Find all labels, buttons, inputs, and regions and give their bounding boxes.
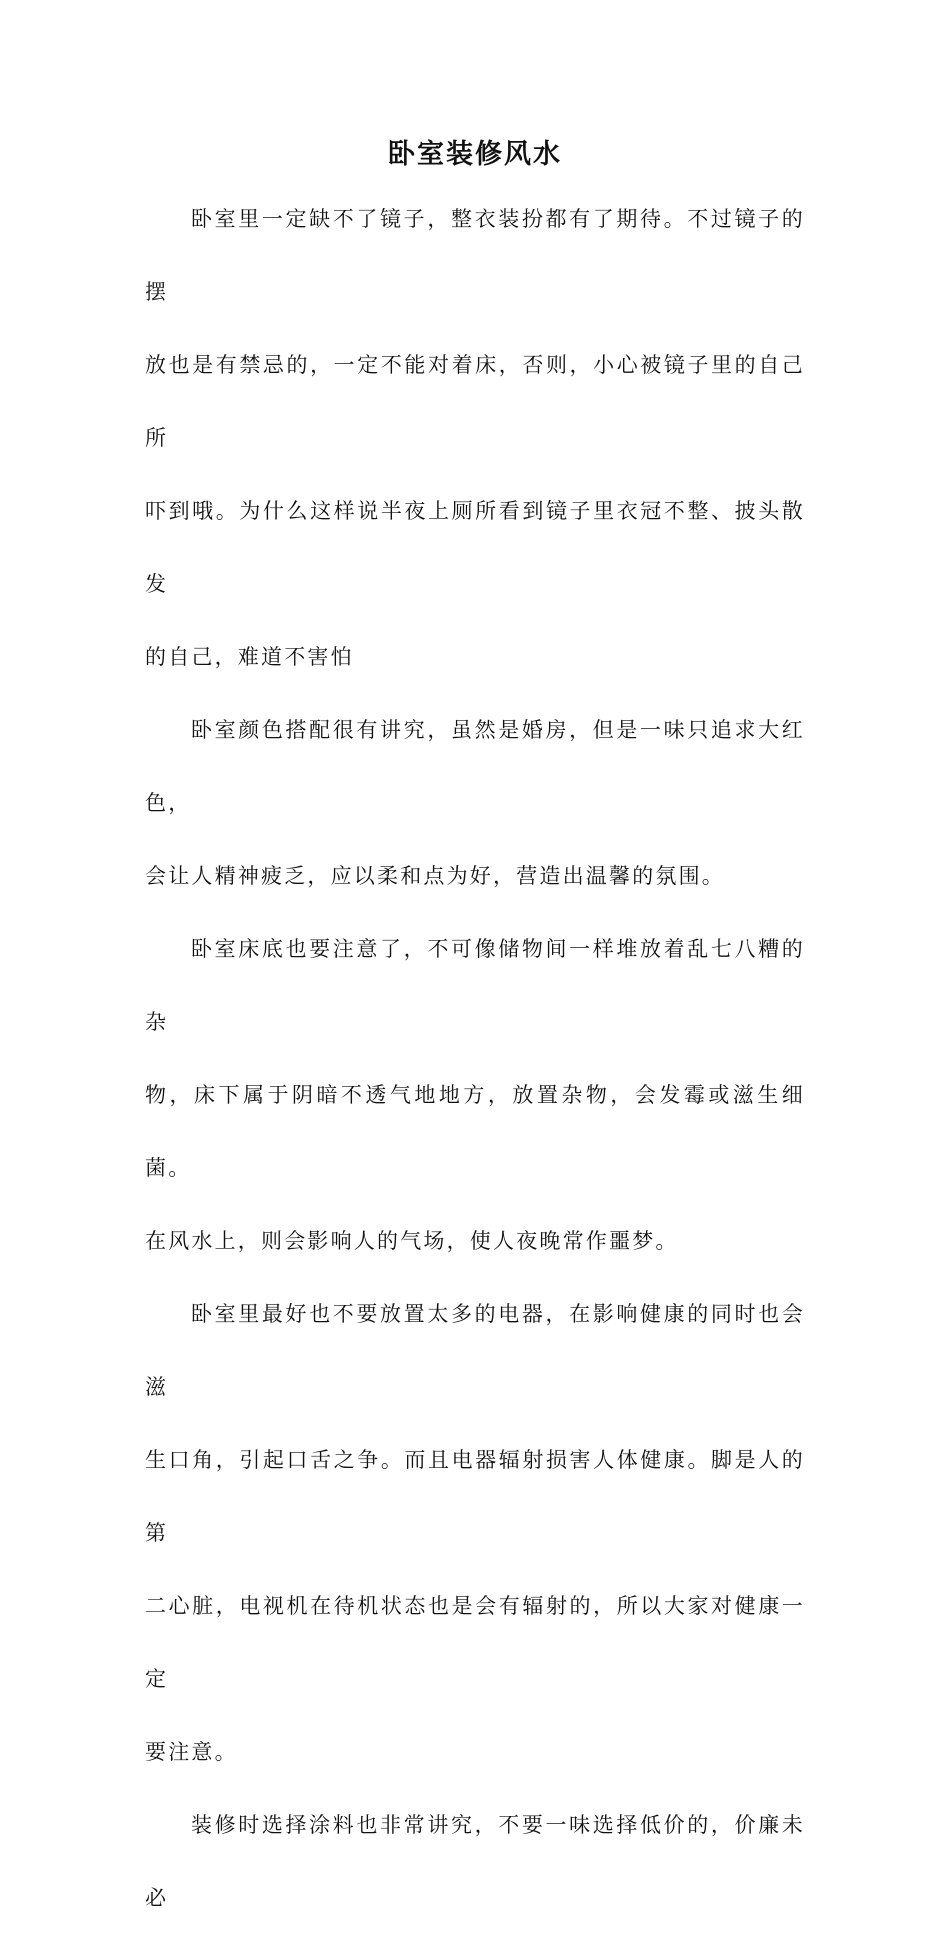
paragraph-line: 卧室里最好也不要放置太多的电器，在影响健康的同时也会滋	[145, 1302, 805, 1399]
paragraph-paint	[145, 1789, 805, 1935]
paragraph-line: 的自己，难道不害怕	[145, 645, 354, 669]
paragraph-line: 二心脏，电视机在待机状态也是会有辐射的，所以大家对健康一定	[145, 1594, 805, 1691]
paragraph-under-bed	[145, 913, 805, 1278]
paragraph-line: 装修时选择涂料也非常讲究，不要一味选择低价的，价廉未必	[145, 1813, 805, 1910]
paragraph-mirror	[145, 183, 805, 694]
paragraph-line: 在风水上，则会影响人的气场，使人夜晚常作噩梦。	[145, 1229, 679, 1253]
paragraph-appliances	[145, 1278, 805, 1789]
paragraph-line: 卧室颜色搭配很有讲究，虽然是婚房，但是一味只追求大红色，	[145, 718, 805, 815]
paragraph-color	[145, 694, 805, 913]
paragraph-line: 卧室里一定缺不了镜子，整衣装扮都有了期待。不过镜子的摆	[145, 207, 805, 304]
document-body	[145, 183, 805, 1935]
paragraph-line: 会让人精神疲乏，应以柔和点为好，营造出温馨的氛围。	[145, 864, 725, 888]
paragraph-line: 吓到哦。为什么这样说半夜上厕所看到镜子里衣冠不整、披头散发	[145, 499, 805, 596]
paragraph-line: 物，床下属于阴暗不透气地地方，放置杂物，会发霉或滋生细菌。	[145, 1083, 805, 1180]
paragraph-line: 要注意。	[145, 1740, 238, 1764]
paragraph-line: 放也是有禁忌的，一定不能对着床，否则，小心被镜子里的自己所	[145, 353, 805, 450]
paragraph-line: 卧室床底也要注意了，不可像储物间一样堆放着乱七八糟的杂	[145, 937, 805, 1034]
paragraph-line: 生口角，引起口舌之争。而且电器辐射损害人体健康。脚是人的第	[145, 1448, 805, 1545]
document-title: 卧室装修风水	[388, 139, 562, 170]
